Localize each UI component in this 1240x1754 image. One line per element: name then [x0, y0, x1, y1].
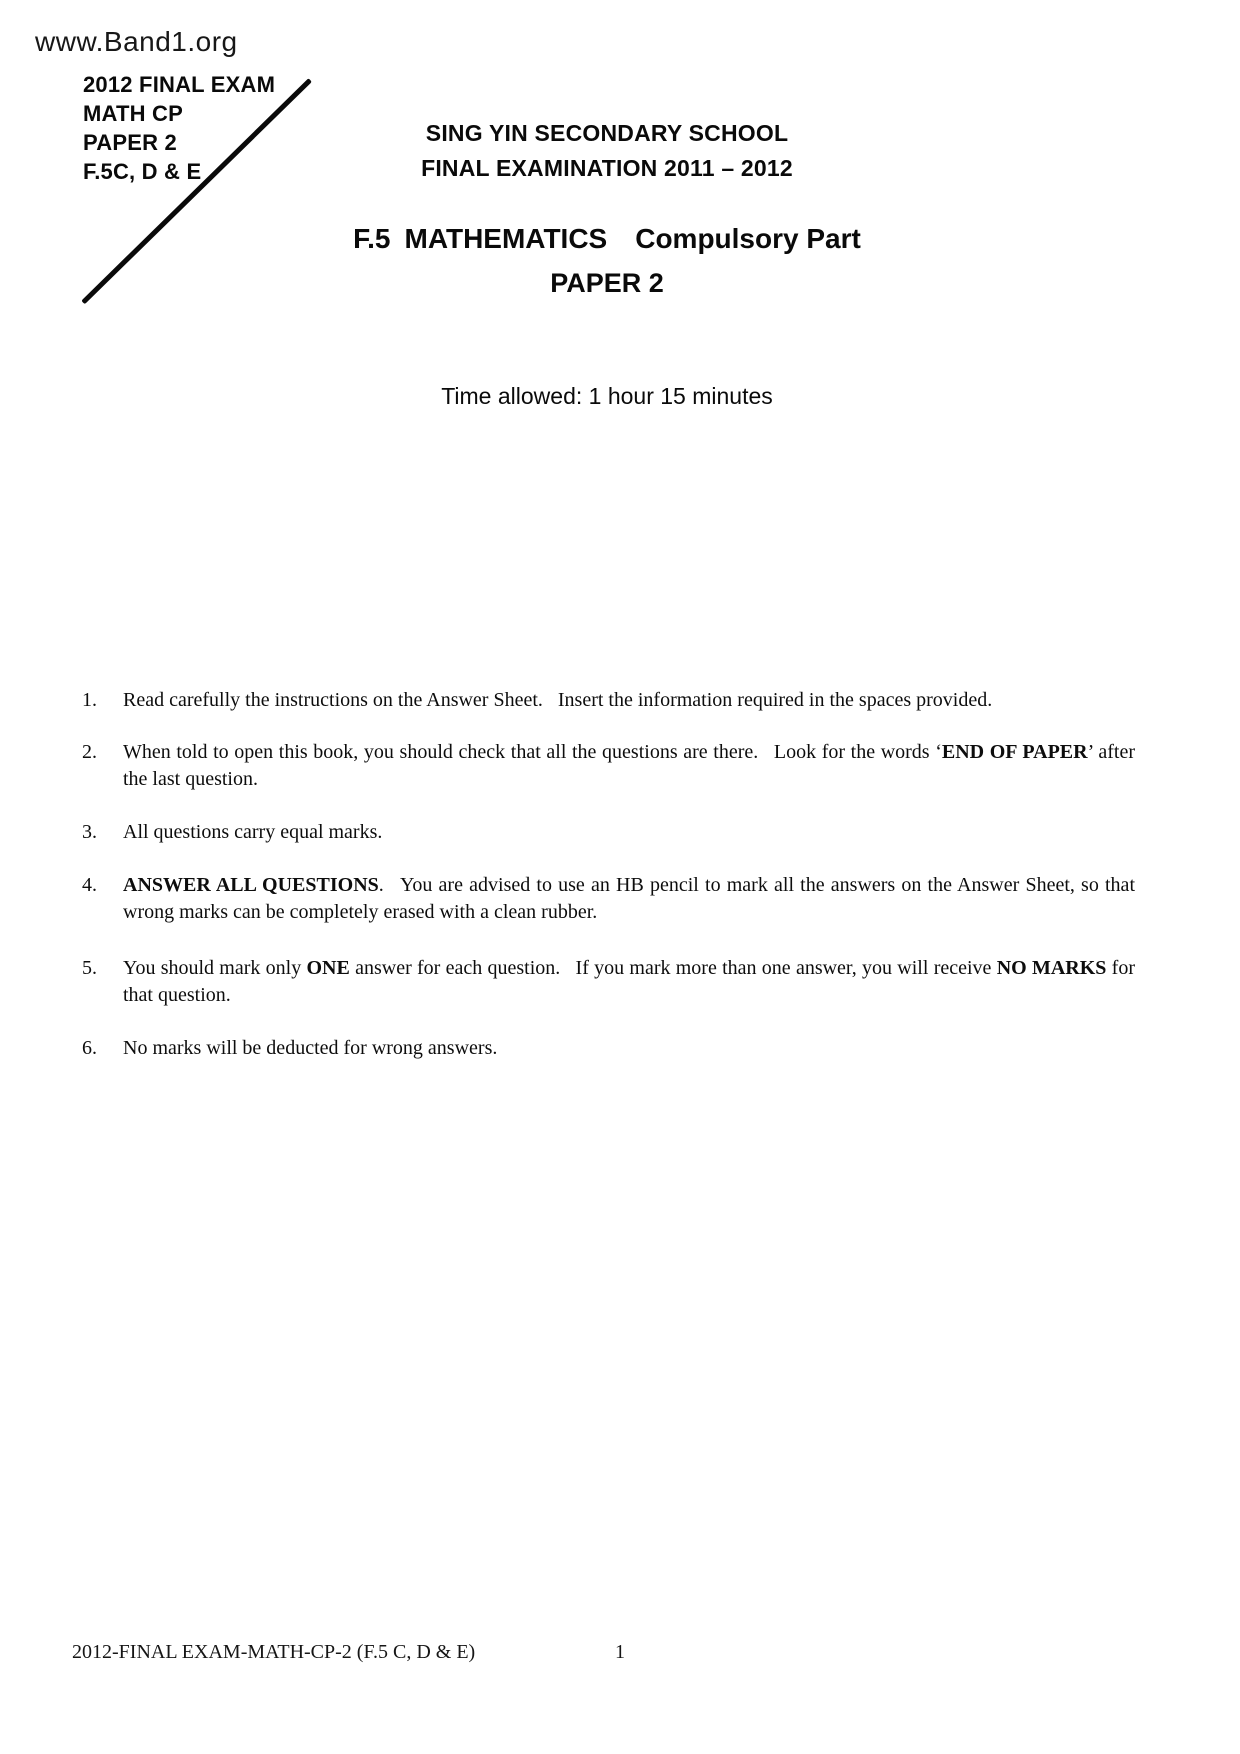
- instruction-number: 4.: [82, 874, 97, 896]
- instruction-text: Read carefully the instructions on the Answer Sheet. Insert the information required in the spaces provided.: [123, 689, 993, 711]
- paper-number-title: PAPER 2: [550, 268, 664, 298]
- corner-label-line-paper: PAPER 2: [83, 130, 177, 155]
- footer-document-code: 2012-FINAL EXAM-MATH-CP-2 (F.5 C, D & E): [72, 1641, 476, 1663]
- watermark-text: www.Band1.org: [35, 26, 238, 57]
- time-allowed-line: Time allowed: 1 hour 15 minutes: [441, 383, 773, 409]
- corner-label-line-classes: F.5C, D & E: [83, 159, 202, 184]
- school-header: [0, 116, 1214, 186]
- instruction-number: 1.: [82, 689, 97, 711]
- paper-subject-title: F.5 MATHEMATICS Compulsory Part: [353, 223, 861, 254]
- school-name: SING YIN SECONDARY SCHOOL: [425, 120, 789, 146]
- instruction-text: ANSWER ALL QUESTIONS. You are advised to use an HB pencil to mark all the answers on the Answer Sheet, so that wrong marks can be completely erased with a clean rubber.: [123, 874, 1135, 923]
- instruction-number: 5.: [82, 957, 97, 979]
- corner-label-line-subject: MATH CP: [83, 101, 183, 126]
- corner-label-line-year: 2012 FINAL EXAM: [83, 72, 276, 97]
- instruction-number: 6.: [82, 1037, 97, 1059]
- instruction-number: 2.: [82, 741, 97, 763]
- instruction-text: When told to open this book, you should check that all the questions are there. Look for the words ‘END OF PAPER’ after the last question.: [123, 741, 1136, 790]
- exam-title: FINAL EXAMINATION 2011 – 2012: [421, 155, 793, 181]
- instruction-text: No marks will be deducted for wrong answers.: [123, 1037, 498, 1059]
- instruction-number: 3.: [82, 821, 97, 843]
- instruction-text: You should mark only ONE answer for each question. If you mark more than one answer, you will receive NO MARKS for that question.: [123, 957, 1135, 1006]
- footer-page-number: 1: [615, 1641, 625, 1663]
- instruction-text: All questions carry equal marks.: [123, 821, 383, 843]
